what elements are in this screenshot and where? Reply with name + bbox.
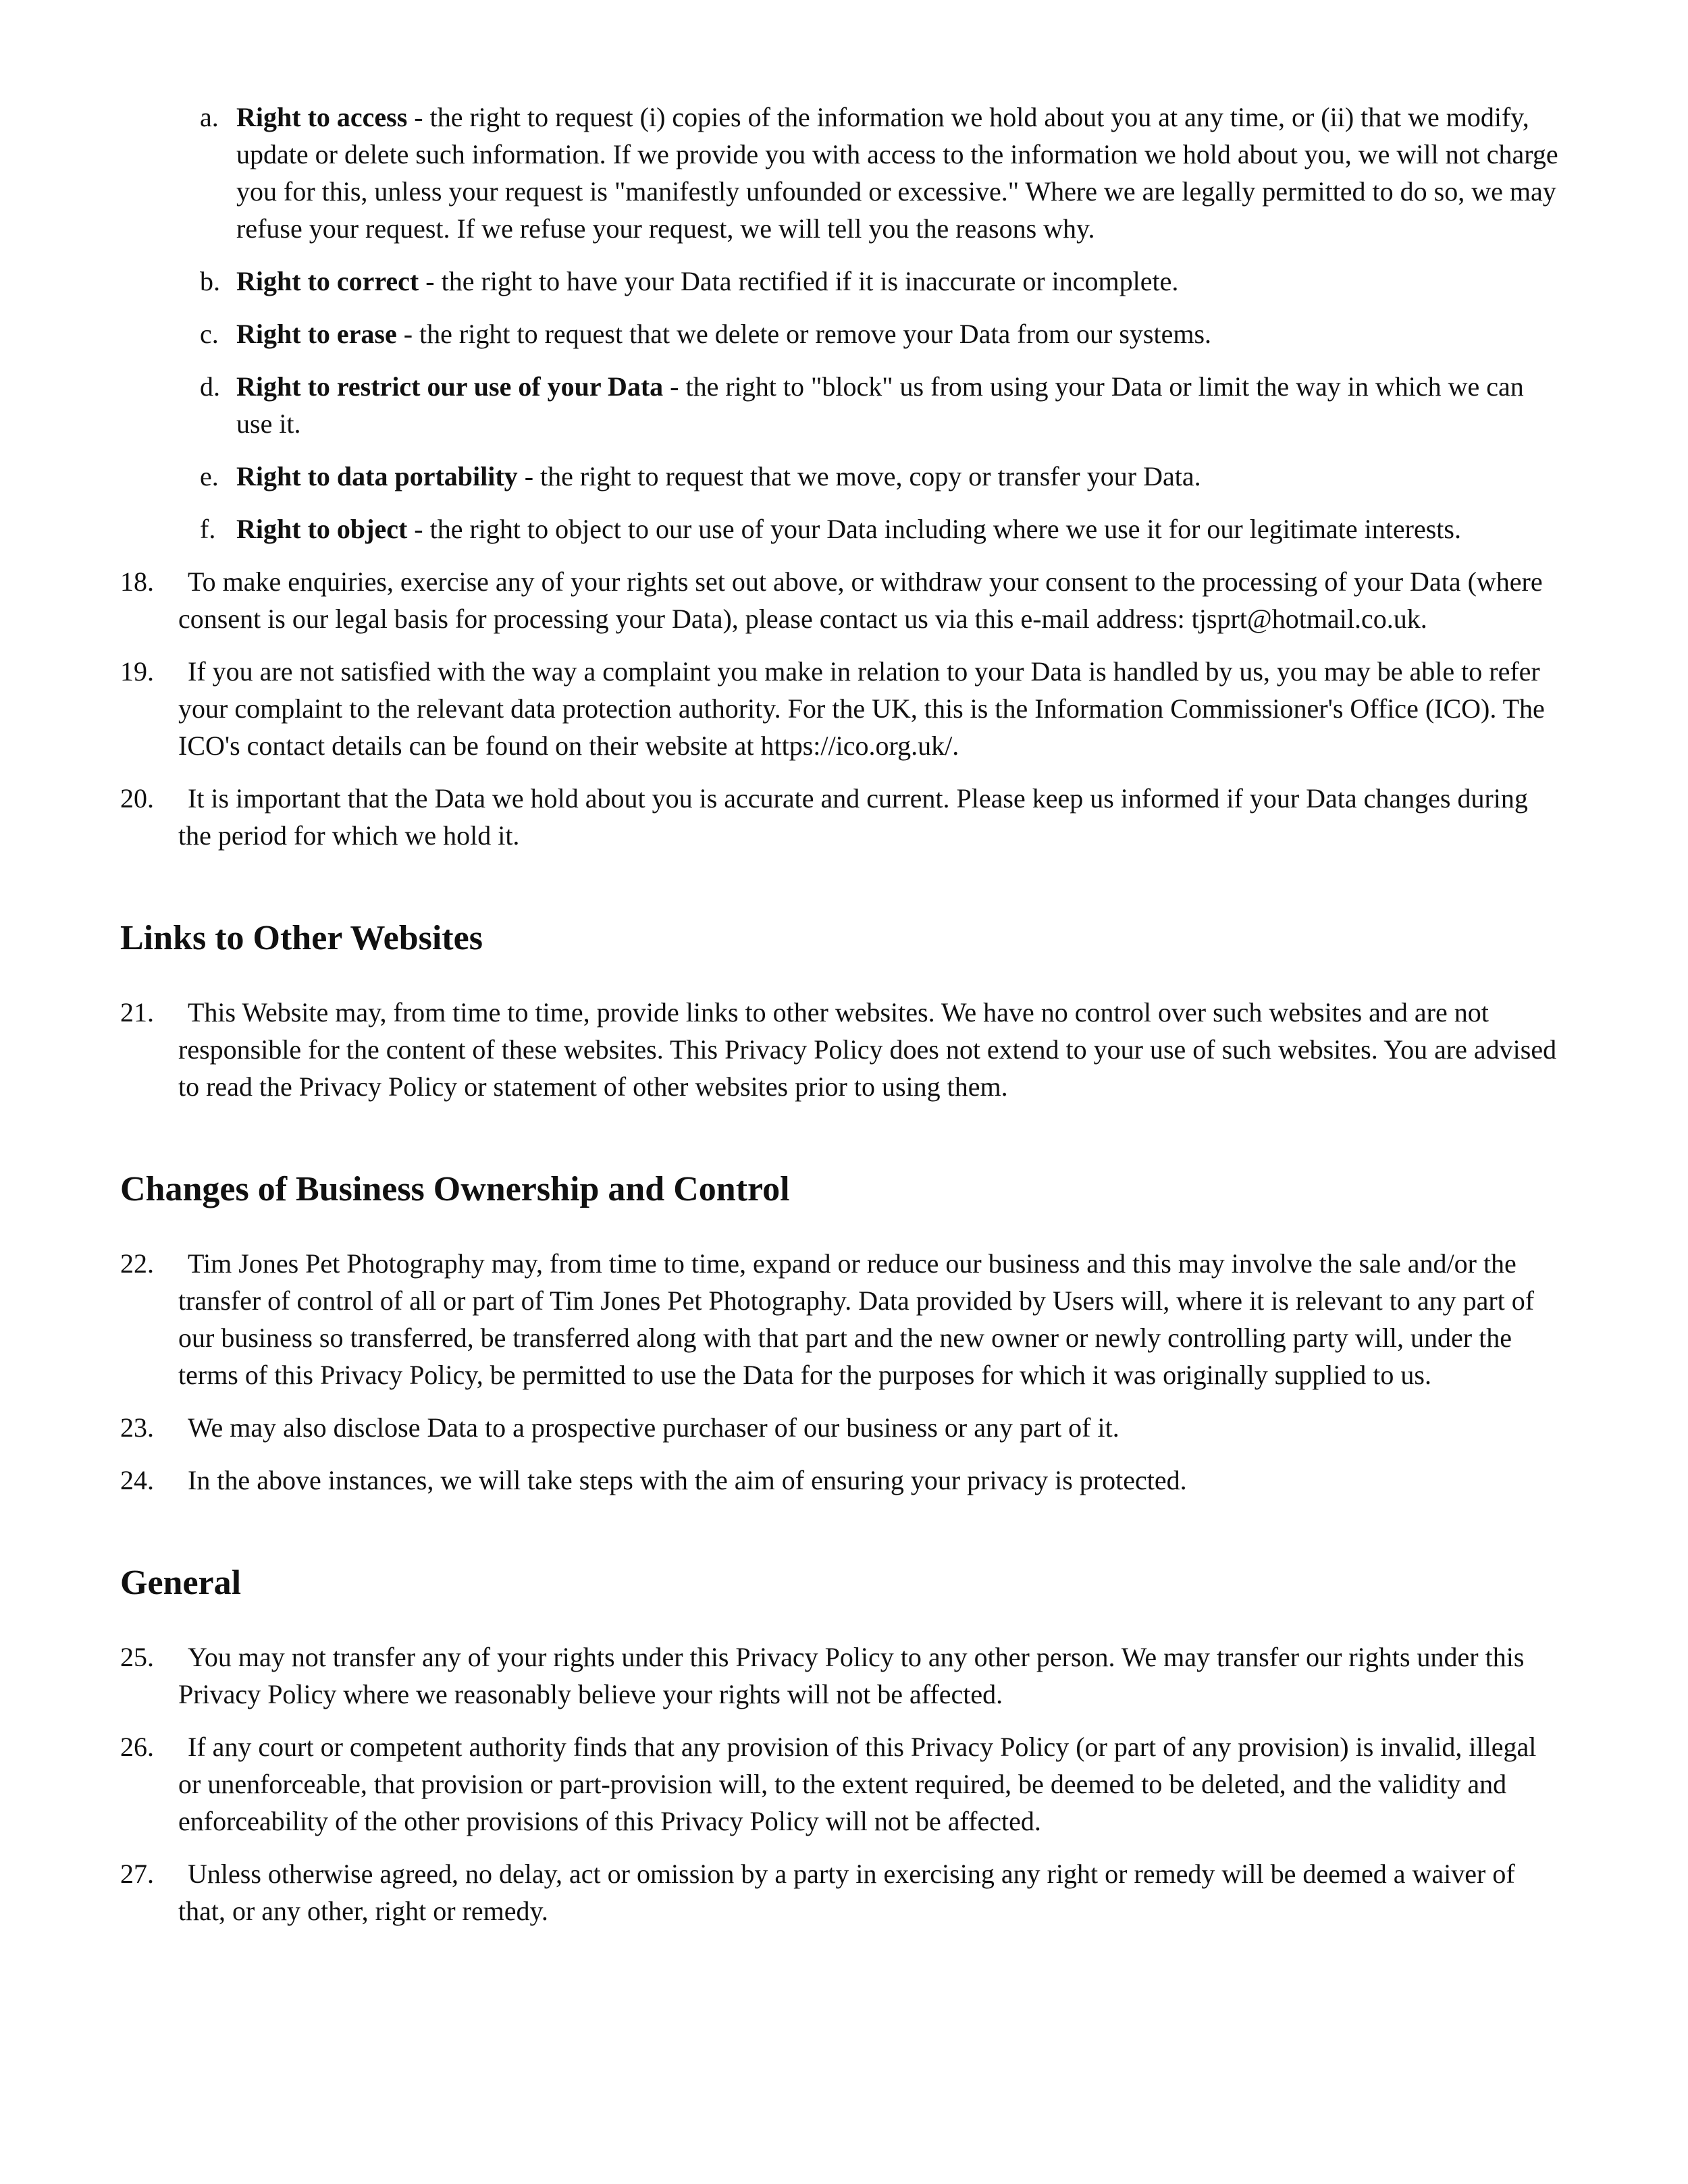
clause-text: To make enquiries, exercise any of your rights set out above, or withdraw your consent to the processing of your Data (where consent is our legal basis for processing your Data), please contact us via this e-mail address: tjsprt@hotmail.co.uk. xyxy=(178,566,1543,634)
page-content xyxy=(120,99,1565,1945)
clause-23 xyxy=(120,1409,1565,1446)
clause-24 xyxy=(120,1462,1565,1499)
section-heading-links: Links to Other Websites xyxy=(120,919,483,957)
list-marker: a. xyxy=(200,102,219,132)
list-marker: c. xyxy=(200,319,219,349)
right-item-access xyxy=(120,99,1565,247)
clause-18 xyxy=(120,563,1565,637)
clause-number: 18. xyxy=(120,566,154,597)
clause-21 xyxy=(120,994,1565,1105)
right-title: Right to correct xyxy=(236,266,419,296)
list-marker: b. xyxy=(200,266,220,296)
list-marker: f. xyxy=(200,514,216,544)
right-title: Right to access xyxy=(236,102,408,132)
clause-number: 21. xyxy=(120,997,154,1028)
clause-22 xyxy=(120,1245,1565,1393)
right-text: - the right to request (i) copies of the information we hold about you at any time, or (ii) that we modify, update or delete such information. If we provide you with access to the information we hold about you, we will not charge you for this, unless your request is "manifestly unfounded or excessive." Where we are legally permitted to do so, we may refuse your request. If we refuse your request, we will tell you the reasons why. xyxy=(236,102,1558,244)
clause-26 xyxy=(120,1728,1565,1840)
clause-text: It is important that the Data we hold about you is accurate and current. Please keep us informed if your Data changes during the period for which we hold it. xyxy=(178,783,1528,851)
clause-number: 26. xyxy=(120,1732,154,1762)
right-item-correct xyxy=(120,263,1565,300)
clause-number: 27. xyxy=(120,1859,154,1889)
clause-20 xyxy=(120,780,1565,854)
clause-text: Unless otherwise agreed, no delay, act or omission by a party in exercising any right or remedy will be deemed a waiver of that, or any other, right or remedy. xyxy=(178,1859,1515,1926)
clause-text: If any court or competent authority finds that any provision of this Privacy Policy (or part of any provision) is invalid, illegal or unenforceable, that provision or part-provision will, to the extent required, be deemed to be deleted, and the validity and enforceability of the other provisions of this Privacy Policy will not be affected. xyxy=(178,1732,1537,1836)
clause-25 xyxy=(120,1639,1565,1713)
section-heading-changes: Changes of Business Ownership and Control xyxy=(120,1170,790,1208)
clause-text: In the above instances, we will take steps with the aim of ensuring your privacy is protected. xyxy=(188,1465,1187,1495)
clause-19 xyxy=(120,653,1565,764)
right-item-object xyxy=(120,510,1565,548)
clause-number: 24. xyxy=(120,1465,154,1495)
right-item-restrict xyxy=(120,368,1565,442)
right-text: - the right to request that we move, copy or transfer your Data. xyxy=(517,461,1201,491)
clause-text: If you are not satisfied with the way a complaint you make in relation to your Data is handled by us, you may be able to refer your complaint to the relevant data protection authority. For the UK, this is the Information Commissioner's Office (ICO). The ICO's contact details can be found on their website at https://ico.org.uk/. xyxy=(178,656,1545,761)
right-title: Right to object xyxy=(236,514,408,544)
clause-number: 22. xyxy=(120,1248,154,1279)
right-title: Right to restrict our use of your Data xyxy=(236,371,664,402)
right-text: - the right to object to our use of your Data including where we use it for our legitimate interests. xyxy=(407,514,1461,544)
clause-number: 20. xyxy=(120,783,154,814)
clause-text: This Website may, from time to time, provide links to other websites. We have no control over such websites and are not responsible for the content of these websites. This Privacy Policy does not extend to your use of such websites. You are advised to read the Privacy Policy or statement of other websites prior to using them. xyxy=(178,997,1557,1102)
clause-text: We may also disclose Data to a prospective purchaser of our business or any part of it. xyxy=(188,1412,1119,1443)
clause-text: You may not transfer any of your rights under this Privacy Policy to any other person. We may transfer our rights under this Privacy Policy where we reasonably believe your rights will not be affected. xyxy=(178,1642,1525,1709)
right-text: - the right to have your Data rectified if it is inaccurate or incomplete. xyxy=(419,266,1179,296)
clause-number: 25. xyxy=(120,1642,154,1672)
list-marker: e. xyxy=(200,461,219,491)
right-item-erase xyxy=(120,315,1565,352)
clause-number: 23. xyxy=(120,1412,154,1443)
right-text: - the right to request that we delete or remove your Data from our systems. xyxy=(396,319,1212,349)
clause-text: Tim Jones Pet Photography may, from time to time, expand or reduce our business and this may involve the sale and/or the transfer of control of all or part of Tim Jones Pet Photography. Data provided by Users will, where it is relevant to any part of our business so transferred, be transferred along with that part and the new owner or newly controlling party will, under the terms of this Privacy Policy, be permitted to use the Data for the purposes for which it was originally supplied to us. xyxy=(178,1248,1535,1390)
clause-27 xyxy=(120,1855,1565,1929)
right-text: - the right to "block" us from using your Data or limit the way in which we can use it. xyxy=(236,371,1524,439)
list-marker: d. xyxy=(200,371,220,402)
right-title: Right to erase xyxy=(236,319,397,349)
right-item-portability xyxy=(120,458,1565,495)
right-title: Right to data portability xyxy=(236,461,518,491)
clause-number: 19. xyxy=(120,656,154,687)
section-heading-general: General xyxy=(120,1564,242,1602)
